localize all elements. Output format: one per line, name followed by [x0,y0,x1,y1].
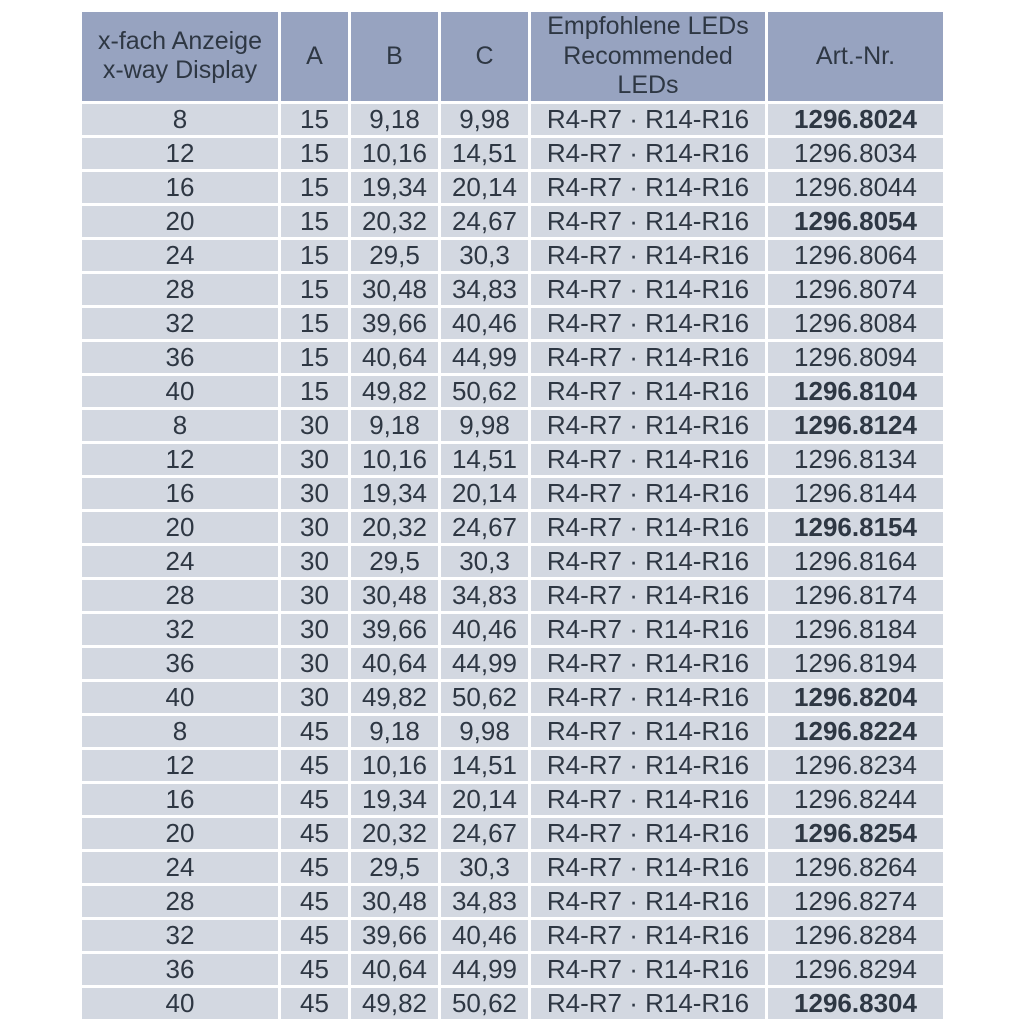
cell-dim-b: 39,66 [351,614,438,645]
cell-dim-b: 10,16 [351,444,438,475]
cell-recommended-leds: R4-R7 · R14-R16 [531,206,765,237]
cell-xway-display: 36 [82,954,278,985]
table-row [82,648,943,679]
cell-recommended-leds: R4-R7 · R14-R16 [531,818,765,849]
cell-dim-b: 49,82 [351,376,438,407]
table-row [82,104,943,135]
cell-recommended-leds: R4-R7 · R14-R16 [531,546,765,577]
header-art-nr: Art.-Nr. [768,12,943,101]
cell-dim-b: 29,5 [351,240,438,271]
cell-dim-a: 15 [281,104,348,135]
header-xway-line1: x-fach Anzeige [98,26,262,55]
cell-art-nr: 1296.8154 [768,512,943,543]
cell-dim-c: 44,99 [441,648,528,679]
cell-dim-a: 45 [281,886,348,917]
cell-recommended-leds: R4-R7 · R14-R16 [531,716,765,747]
cell-dim-a: 15 [281,308,348,339]
cell-dim-c: 24,67 [441,206,528,237]
product-spec-table [79,9,946,1022]
cell-art-nr: 1296.8074 [768,274,943,305]
cell-xway-display: 28 [82,580,278,611]
cell-dim-c: 24,67 [441,818,528,849]
cell-dim-c: 40,46 [441,308,528,339]
cell-dim-c: 34,83 [441,580,528,611]
cell-recommended-leds: R4-R7 · R14-R16 [531,444,765,475]
cell-dim-c: 9,98 [441,410,528,441]
header-leds-line2: Recommended LEDs [563,41,733,99]
header-row [82,12,943,101]
table-row [82,818,943,849]
table-row [82,206,943,237]
cell-xway-display: 20 [82,206,278,237]
cell-art-nr: 1296.8034 [768,138,943,169]
cell-dim-c: 34,83 [441,274,528,305]
cell-dim-a: 15 [281,138,348,169]
cell-xway-display: 16 [82,784,278,815]
cell-dim-b: 19,34 [351,784,438,815]
cell-recommended-leds: R4-R7 · R14-R16 [531,376,765,407]
table-row [82,784,943,815]
cell-dim-a: 45 [281,716,348,747]
cell-art-nr: 1296.8104 [768,376,943,407]
cell-art-nr: 1296.8204 [768,682,943,713]
cell-xway-display: 20 [82,512,278,543]
cell-art-nr: 1296.8064 [768,240,943,271]
table-row [82,886,943,917]
cell-dim-a: 15 [281,274,348,305]
cell-recommended-leds: R4-R7 · R14-R16 [531,478,765,509]
cell-dim-c: 40,46 [441,920,528,951]
cell-xway-display: 24 [82,852,278,883]
cell-recommended-leds: R4-R7 · R14-R16 [531,308,765,339]
table-row [82,444,943,475]
cell-dim-b: 49,82 [351,682,438,713]
cell-xway-display: 36 [82,648,278,679]
cell-dim-b: 20,32 [351,206,438,237]
cell-dim-b: 30,48 [351,580,438,611]
cell-dim-a: 30 [281,478,348,509]
cell-dim-a: 15 [281,376,348,407]
table-row [82,750,943,781]
table-row [82,410,943,441]
cell-xway-display: 8 [82,716,278,747]
cell-xway-display: 24 [82,546,278,577]
cell-dim-c: 20,14 [441,478,528,509]
cell-art-nr: 1296.8304 [768,988,943,1019]
cell-xway-display: 32 [82,308,278,339]
cell-art-nr: 1296.8144 [768,478,943,509]
cell-xway-display: 20 [82,818,278,849]
cell-dim-b: 9,18 [351,104,438,135]
cell-dim-a: 30 [281,410,348,441]
cell-dim-c: 50,62 [441,682,528,713]
cell-dim-a: 30 [281,444,348,475]
cell-dim-c: 44,99 [441,342,528,373]
cell-dim-c: 44,99 [441,954,528,985]
cell-xway-display: 40 [82,988,278,1019]
cell-xway-display: 32 [82,920,278,951]
cell-dim-c: 20,14 [441,784,528,815]
table-body [82,104,943,1019]
table-row [82,308,943,339]
cell-dim-b: 39,66 [351,308,438,339]
cell-dim-b: 30,48 [351,886,438,917]
table-row [82,988,943,1019]
header-leds-line1: Empfohlene LEDs [547,12,749,40]
cell-xway-display: 8 [82,104,278,135]
table-row [82,512,943,543]
cell-xway-display: 28 [82,274,278,305]
cell-art-nr: 1296.8054 [768,206,943,237]
cell-dim-a: 15 [281,172,348,203]
cell-dim-a: 45 [281,988,348,1019]
cell-dim-b: 10,16 [351,138,438,169]
cell-xway-display: 36 [82,342,278,373]
header-recommended-leds [531,12,765,101]
cell-dim-b: 40,64 [351,954,438,985]
cell-recommended-leds: R4-R7 · R14-R16 [531,614,765,645]
table-row [82,716,943,747]
cell-dim-c: 50,62 [441,376,528,407]
cell-dim-b: 30,48 [351,274,438,305]
cell-recommended-leds: R4-R7 · R14-R16 [531,172,765,203]
cell-dim-a: 45 [281,750,348,781]
cell-dim-a: 30 [281,546,348,577]
cell-xway-display: 24 [82,240,278,271]
cell-dim-c: 14,51 [441,750,528,781]
cell-art-nr: 1296.8094 [768,342,943,373]
table-row [82,274,943,305]
table-row [82,478,943,509]
cell-recommended-leds: R4-R7 · R14-R16 [531,648,765,679]
header-dim-c: C [441,12,528,101]
cell-art-nr: 1296.8274 [768,886,943,917]
table-row [82,954,943,985]
cell-dim-b: 10,16 [351,750,438,781]
cell-dim-c: 34,83 [441,886,528,917]
cell-recommended-leds: R4-R7 · R14-R16 [531,886,765,917]
cell-dim-c: 30,3 [441,240,528,271]
cell-dim-c: 20,14 [441,172,528,203]
table-row [82,682,943,713]
cell-dim-a: 45 [281,852,348,883]
cell-dim-a: 15 [281,206,348,237]
cell-dim-c: 9,98 [441,716,528,747]
table-row [82,852,943,883]
cell-recommended-leds: R4-R7 · R14-R16 [531,852,765,883]
cell-art-nr: 1296.8284 [768,920,943,951]
cell-dim-a: 30 [281,682,348,713]
cell-dim-b: 40,64 [351,342,438,373]
cell-dim-b: 19,34 [351,172,438,203]
header-dim-b: B [351,12,438,101]
cell-xway-display: 8 [82,410,278,441]
cell-xway-display: 40 [82,682,278,713]
cell-art-nr: 1296.8174 [768,580,943,611]
cell-dim-c: 24,67 [441,512,528,543]
cell-dim-a: 30 [281,614,348,645]
cell-recommended-leds: R4-R7 · R14-R16 [531,750,765,781]
cell-dim-a: 30 [281,648,348,679]
cell-recommended-leds: R4-R7 · R14-R16 [531,988,765,1019]
header-dim-a: A [281,12,348,101]
cell-recommended-leds: R4-R7 · R14-R16 [531,410,765,441]
cell-art-nr: 1296.8134 [768,444,943,475]
cell-dim-b: 9,18 [351,716,438,747]
table-row [82,342,943,373]
cell-dim-c: 40,46 [441,614,528,645]
cell-xway-display: 40 [82,376,278,407]
header-xway-display [82,12,278,101]
cell-dim-a: 45 [281,954,348,985]
cell-dim-b: 20,32 [351,512,438,543]
cell-recommended-leds: R4-R7 · R14-R16 [531,954,765,985]
cell-art-nr: 1296.8184 [768,614,943,645]
cell-recommended-leds: R4-R7 · R14-R16 [531,580,765,611]
cell-dim-b: 29,5 [351,546,438,577]
table-row [82,546,943,577]
cell-dim-a: 30 [281,580,348,611]
table-row [82,580,943,611]
cell-recommended-leds: R4-R7 · R14-R16 [531,104,765,135]
cell-dim-b: 20,32 [351,818,438,849]
cell-recommended-leds: R4-R7 · R14-R16 [531,342,765,373]
cell-art-nr: 1296.8224 [768,716,943,747]
cell-recommended-leds: R4-R7 · R14-R16 [531,512,765,543]
cell-recommended-leds: R4-R7 · R14-R16 [531,274,765,305]
cell-dim-a: 15 [281,342,348,373]
cell-dim-c: 14,51 [441,444,528,475]
table-row [82,172,943,203]
cell-dim-c: 14,51 [441,138,528,169]
cell-xway-display: 32 [82,614,278,645]
cell-dim-a: 45 [281,784,348,815]
cell-art-nr: 1296.8044 [768,172,943,203]
cell-art-nr: 1296.8124 [768,410,943,441]
cell-xway-display: 28 [82,886,278,917]
cell-recommended-leds: R4-R7 · R14-R16 [531,682,765,713]
cell-dim-a: 45 [281,818,348,849]
cell-dim-c: 30,3 [441,546,528,577]
cell-recommended-leds: R4-R7 · R14-R16 [531,784,765,815]
cell-dim-b: 40,64 [351,648,438,679]
table-row [82,376,943,407]
cell-art-nr: 1296.8244 [768,784,943,815]
cell-art-nr: 1296.8024 [768,104,943,135]
cell-dim-a: 30 [281,512,348,543]
table-row [82,920,943,951]
cell-dim-c: 9,98 [441,104,528,135]
cell-xway-display: 12 [82,444,278,475]
cell-dim-b: 29,5 [351,852,438,883]
cell-dim-b: 9,18 [351,410,438,441]
cell-xway-display: 12 [82,750,278,781]
cell-dim-c: 30,3 [441,852,528,883]
header-xway-line2: x-way Display [102,56,258,85]
table-row [82,614,943,645]
cell-xway-display: 12 [82,138,278,169]
cell-art-nr: 1296.8084 [768,308,943,339]
cell-art-nr: 1296.8194 [768,648,943,679]
cell-art-nr: 1296.8164 [768,546,943,577]
cell-dim-a: 45 [281,920,348,951]
cell-dim-b: 49,82 [351,988,438,1019]
cell-dim-b: 19,34 [351,478,438,509]
cell-xway-display: 16 [82,172,278,203]
cell-recommended-leds: R4-R7 · R14-R16 [531,240,765,271]
table-row [82,240,943,271]
cell-dim-c: 50,62 [441,988,528,1019]
cell-dim-a: 15 [281,240,348,271]
cell-recommended-leds: R4-R7 · R14-R16 [531,920,765,951]
cell-art-nr: 1296.8294 [768,954,943,985]
cell-art-nr: 1296.8234 [768,750,943,781]
table-row [82,138,943,169]
cell-recommended-leds: R4-R7 · R14-R16 [531,138,765,169]
cell-art-nr: 1296.8254 [768,818,943,849]
cell-dim-b: 39,66 [351,920,438,951]
cell-art-nr: 1296.8264 [768,852,943,883]
cell-xway-display: 16 [82,478,278,509]
